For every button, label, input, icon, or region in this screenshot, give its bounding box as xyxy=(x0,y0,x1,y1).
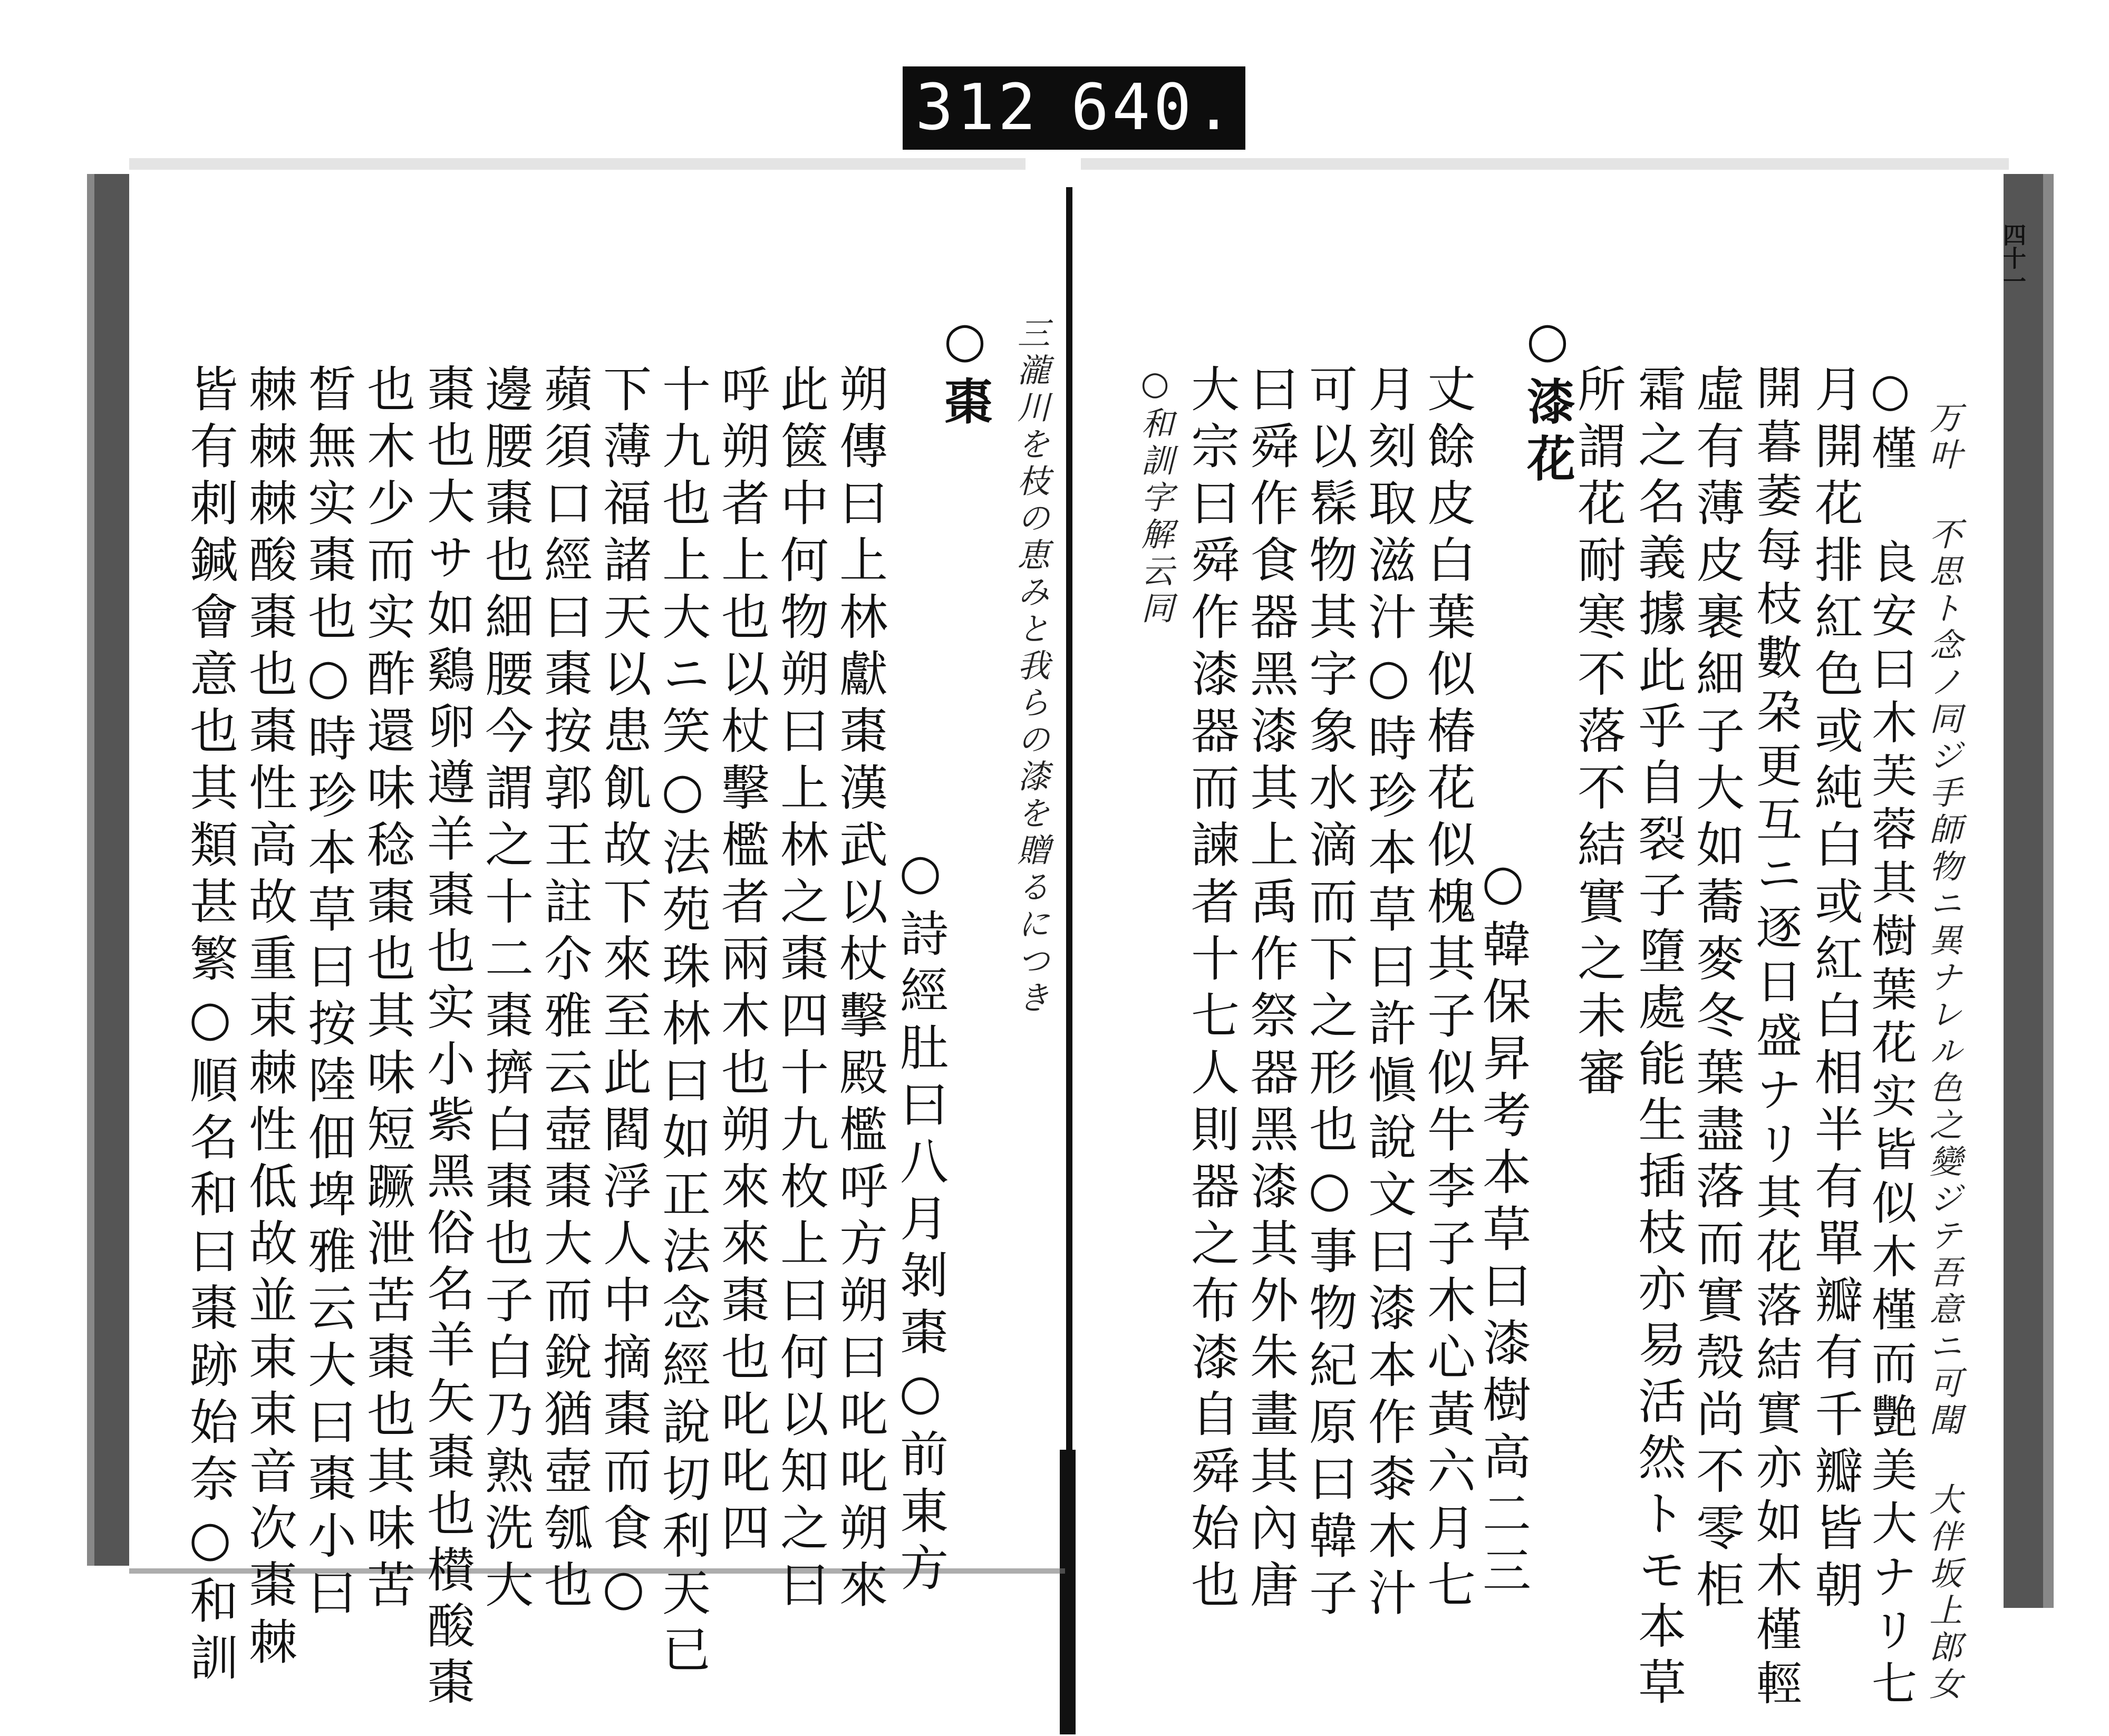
right-col-10: 月刻取滋汁○時珍本草曰許愼說文曰漆本作桼木汁 xyxy=(1360,364,1417,1624)
right-col-0: 万叶 不思ト念ノ同ジ手師物ニ異ナレル色之變ジテ吾意ニ可聞 大伴坂上郎女 xyxy=(1924,401,1962,1704)
left-col-8: 蘋須口經曰棗按郭王註尒雅云壺棗大而銳猶壺瓠也 xyxy=(536,364,593,1616)
left-col-13: 棘棘棘酸棗也棗性高故重束棘性低故並束束音次棗棘 xyxy=(241,364,297,1673)
left-col-14: 皆有刺鍼會意也其類甚繁○順名和曰棗跡始奈○和訓 xyxy=(182,364,238,1689)
left-col-2: ○詩經肚曰八月剝棗○前東方 xyxy=(892,843,949,1599)
right-col-3: 開暮萎每枝數朶更互ニ逐日盛ナリ其花落結實亦如木槿輕 xyxy=(1748,364,1802,1713)
left-col-9: 邊腰棗也細腰今謂之十二棗擠白棗也子白乃熟洗大 xyxy=(477,364,534,1616)
right-col-9: 丈餘皮白葉似椿花似槐其子似牛李子木心黃六月七 xyxy=(1419,364,1476,1616)
archive-number-stamp xyxy=(903,66,1245,150)
right-page-edge xyxy=(2004,174,2043,1608)
left-col-10: 棗也大サ如鷄卵遵羊棗也实小紫黑俗名羊矢棗也櫕酸棗 xyxy=(419,364,474,1713)
right-col-12: 曰舜作食器黑漆其上禹作祭器黑漆其外朱畫其內唐 xyxy=(1242,364,1299,1616)
left-col-12: 晳無实棗也○時珍本草曰按陸佃埤雅云大曰棗小曰 xyxy=(300,364,356,1624)
right-col-14: ○和訓字解云同 xyxy=(1136,364,1174,628)
right-col-7-heading: ○漆花 xyxy=(1519,311,1576,490)
left-col-0-handwritten: 三瀧川を枝の恵みと我らの漆を贈るにつき xyxy=(1012,316,1050,1017)
page-number: 四十一 xyxy=(1999,223,2026,293)
left-col-1-heading: ○棗 xyxy=(936,311,993,433)
right-col-6: 所謂花耐寒不落不結實之未審 xyxy=(1570,364,1626,1104)
left-col-4: 此篋中何物朔曰上林之棗四十九枚上曰何以知之曰 xyxy=(772,364,829,1616)
stamp-right-number: 640. xyxy=(1071,71,1236,144)
right-col-11: 可以髹物其字象水滴而下之形也○事物紀原曰韓子 xyxy=(1301,364,1358,1624)
left-col-11: 也木少而实酢還味稔棗也其味短蹶泄苦棗也其味苦 xyxy=(359,364,415,1616)
left-col-3: 朔傳曰上林獻棗漢武以杖擊殿檻呼方朔曰叱叱朔來 xyxy=(831,364,888,1616)
right-col-13: 大宗曰舜作漆器而諫者十七人則器之布漆自舜始也 xyxy=(1183,364,1240,1616)
right-col-1: ○槿 良安曰木芙蓉其樹葉花实皆似木槿而艷美大ナリ七 xyxy=(1864,364,1917,1713)
right-col-8: ○韓保昇考本草曰漆樹高二三 xyxy=(1475,854,1531,1602)
left-col-7: 下薄福諸天以患飢故下來至此閻浮人中摘棗而食○ xyxy=(595,364,652,1624)
right-col-2: 月開花排紅色或純白或紅白相半有單瓣有千瓣皆朝 xyxy=(1807,364,1863,1616)
left-col-5: 呼朔者上也以杖擊檻者兩木也朔來來棗也叱叱四 xyxy=(713,364,770,1559)
left-col-6: 十九也上大ニ笑○法苑珠林曰如正法念經說切利天已 xyxy=(654,364,711,1681)
right-col-4: 虛有薄皮裹細子大如蕎麥冬葉盡落而實殼尚不零柜 xyxy=(1688,364,1745,1616)
stamp-left-number: 312 xyxy=(915,71,1039,144)
right-col-5: 霜之名義據此乎自裂子墮處能生插枝亦易活然トモ本草 xyxy=(1630,364,1685,1713)
left-page-edge xyxy=(92,174,129,1566)
